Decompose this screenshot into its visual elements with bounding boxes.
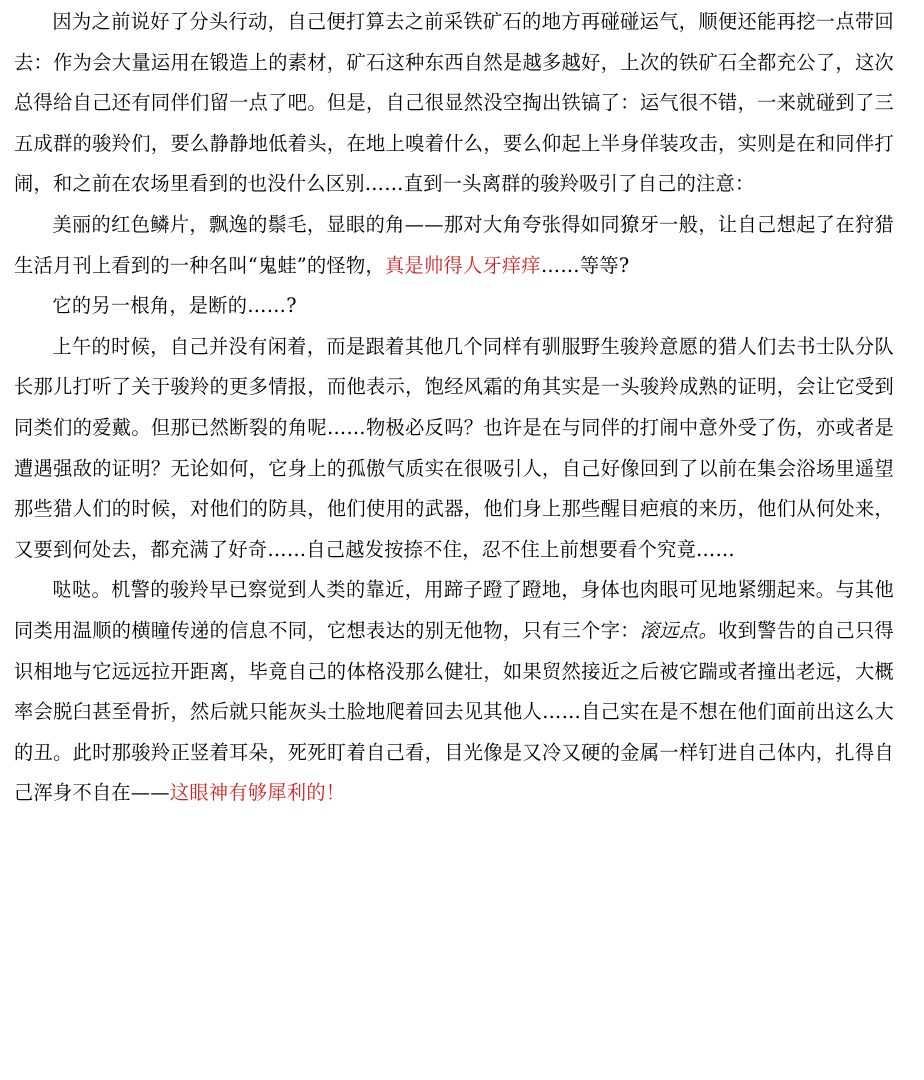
paragraph-4 — [14, 327, 894, 571]
paragraph-3 — [14, 286, 894, 327]
paragraph-2-text: 美丽的红色鳞片，飘逸的鬃毛，显眼的角——那对大角夸张得如同獠牙一般，让自己想起了在狩猎生活月刊上看到的一种名叫“鬼蛙”的怪物， — [14, 212, 894, 277]
red-closing-text: 这眼神有够犀利的！ — [169, 781, 346, 805]
paragraph-5-middle: 收到警告的自己只得识相地与它远远拉开距离，毕竟自己的体格没那么健壮，如果贸然接近之后被它踹或者撞出老远，大概率会脱臼甚至骨折，然后就只能灰头土脸地爬着回去见其他人……自己实在是不想在他们面前出这么大的丑。此时那骏羚正竖着耳朵，死死盯着自己看，目光像是又冷又硬的金属一样钉进自己体内，扎得自己浑身不自在—— — [14, 618, 895, 805]
paragraph-2 — [14, 205, 894, 286]
paragraph-1-text: 因为之前说好了分头行动，自己便打算去之前采铁矿石的地方再碰碰运气，顺便还能再挖一点带回去：作为会大量运用在锻造上的素材，矿石这种东西自然是越多越好，上次的铁矿石全都充公了，这次总得给自己还有同伴们留一点了吧。但是，自己很显然没空掏出铁镐了：运气很不错，一来就碰到了三五成群的骏羚们，要么静静地低着头，在地上嗅着什么，要么仰起上半身佯装攻击，实则是在和同伴打闹，和之前在农场里看到的也没什么区别……直到一头离群的骏羚吸引了自己的注意： — [14, 10, 894, 196]
paragraph-3-text: 它的另一根角，是断的……? — [52, 294, 297, 318]
document-page — [14, 2, 894, 814]
paragraph-5-text: 哒哒。机警的骏羚早已察觉到人类的靠近，用蹄子蹬了蹬地，身体也肉眼可见地紧绷起来。与其他同类用温顺的横瞳传递的信息不同，它想表达的别无他物，只有三个字： — [14, 578, 894, 642]
red-highlight-text: 真是帅得人牙痒痒 — [385, 253, 541, 277]
paragraph-4-text: 上午的时候，自己并没有闲着，而是跟着其他几个同样有驯服野生骏羚意愿的猎人们去书士队分队长那儿打听了关于骏羚的更多情报，而他表示，饱经风霜的角其实是一头骏羚成熟的证明，会让它受到同类们的爱戴。但那已然断裂的角呢……物极必反吗？也许是在与同伴的打闹中意外受了伤，亦或者是遭遇强敌的证明？无论如何，它身上的孤傲气质实在很吸引人，自己好像回到了以前在集会浴场里遥望那些猎人们的时候，对他们的防具，他们使用的武器，他们身上那些醒目疤痕的来历，他们从何处来，又要到何处去，都充满了好奇……自己越发按捺不住，忍不住上前想要看个究竟…… — [14, 334, 894, 561]
paragraph-2-tail: ……等等? — [540, 253, 630, 277]
paragraph-1 — [14, 2, 894, 205]
italic-emphasis-text: 滚远点。 — [639, 618, 719, 642]
paragraph-5 — [14, 570, 894, 814]
